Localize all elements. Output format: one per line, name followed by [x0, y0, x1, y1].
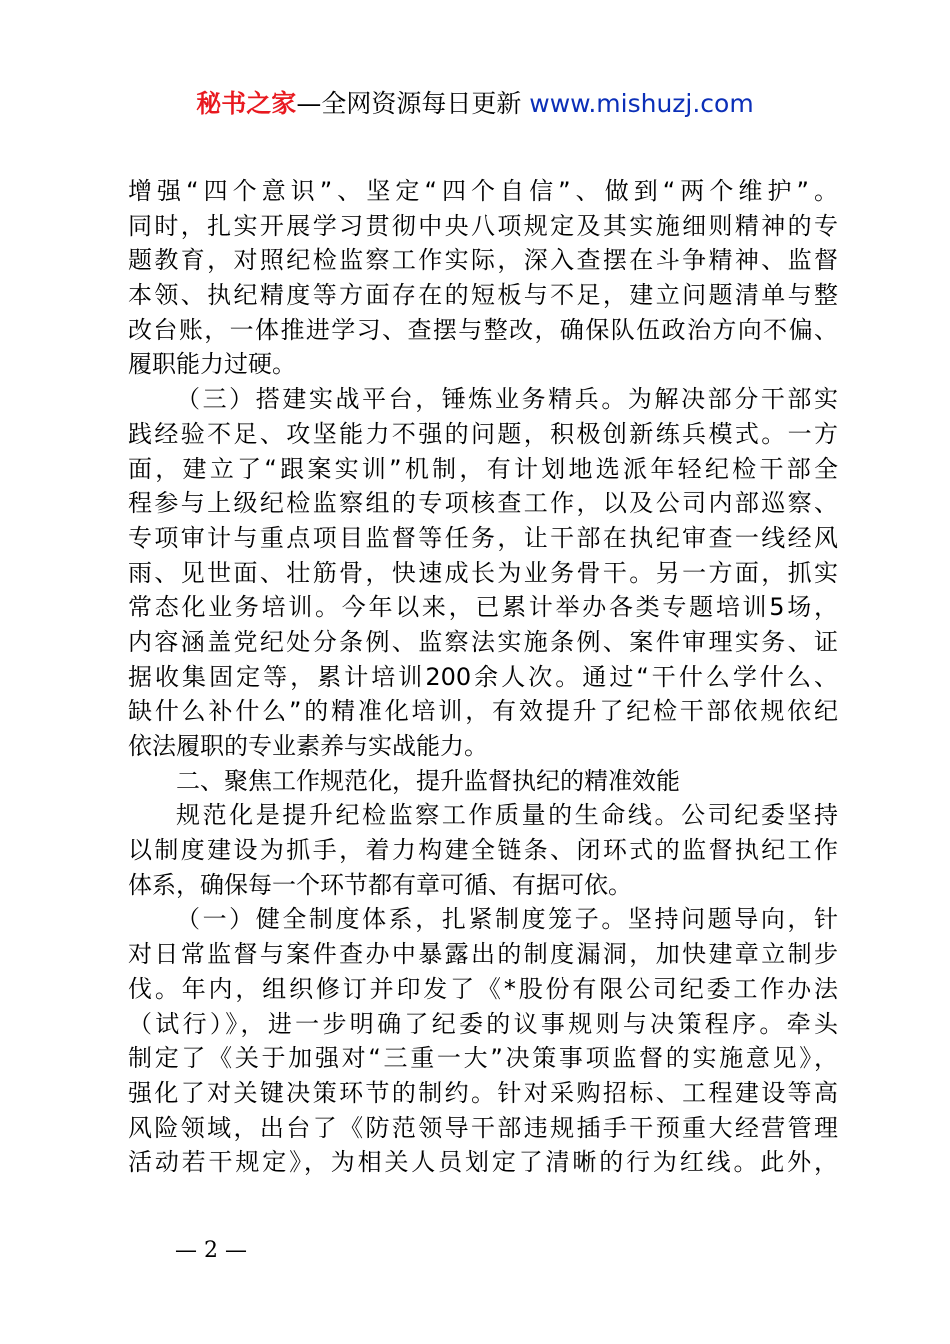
page-number: — 2 — — [175, 1238, 247, 1263]
text-line: 践经验不足、攻坚能力不强的问题，积极创新练兵模式。一方 — [128, 419, 838, 448]
site-header — [0, 86, 950, 122]
text-line: 二、聚焦工作规范化，提升监督执纪的精准效能 — [176, 766, 680, 795]
text-line: 面，建立了“跟案实训”机制，有计划地选派年轻纪检干部全 — [128, 454, 838, 483]
text-line: 据收集固定等，累计培训200余人次。通过“干什么学什么、 — [128, 662, 838, 691]
text-line: 伐。年内，组织修订并印发了《*股份有限公司纪委工作办法 — [128, 974, 838, 1003]
text-line: 制定了《关于加强对“三重一大”决策事项监督的实施意见》， — [128, 1044, 838, 1073]
text-line: 缺什么补什么”的精准化培训，有效提升了纪检干部依规依纪 — [128, 697, 838, 726]
text-line: 本领、执纪精度等方面存在的短板与不足，建立问题清单与整 — [128, 281, 838, 310]
text-line: 专项审计与重点项目监督等任务，让干部在执纪审查一线经风 — [128, 523, 838, 552]
text-line: 履职能力过硬。 — [128, 350, 296, 379]
text-line: 同时，扎实开展学习贯彻中央八项规定及其实施细则精神的专 — [128, 211, 838, 240]
text-line: 内容涵盖党纪处分条例、监察法实施条例、案件审理实务、证 — [128, 627, 838, 656]
text-line: 体系，确保每一个环节都有章可循、有据可依。 — [128, 870, 632, 899]
site-brand: 秘书之家 — [196, 89, 297, 118]
text-line: 以制度建设为抓手，着力构建全链条、闭环式的监督执纪工作 — [128, 836, 838, 865]
text-line: 雨、见世面、壮筋骨，快速成长为业务骨干。另一方面，抓实 — [128, 558, 838, 587]
text-line: 对日常监督与案件查办中暴露出的制度漏洞，加快建章立制步 — [128, 940, 838, 969]
text-line: 依法履职的专业素养与实战能力。 — [128, 732, 488, 760]
text-line: 常态化业务培训。今年以来，已累计举办各类专题培训5场， — [128, 593, 838, 622]
document-body — [128, 174, 838, 1180]
text-line: 程参与上级纪检监察组的专项核查工作，以及公司内部巡察、 — [128, 489, 838, 518]
text-line: 强化了对关键决策环节的制约。针对采购招标、工程建设等高 — [128, 1078, 838, 1107]
text-line: （一）健全制度体系，扎紧制度笼子。坚持问题导向，针 — [176, 905, 838, 934]
text-line: 改台账，一体推进学习、查摆与整改，确保队伍政治方向不偏、 — [128, 315, 838, 344]
text-line: 风险领域，出台了《防范领导干部违规插手干预重大经营管理 — [128, 1113, 838, 1142]
text-line: 增强“四个意识”、坚定“四个自信”、做到“两个维护”。 — [128, 177, 838, 205]
text-line: （三）搭建实战平台，锤炼业务精兵。为解决部分干部实 — [176, 385, 838, 414]
site-url[interactable]: www.mishuzj.com — [529, 89, 754, 118]
text-line: 规范化是提升纪检监察工作质量的生命线。公司纪委坚持 — [176, 801, 838, 830]
text-line: 活动若干规定》，为相关人员划定了清晰的行为红线。此外， — [128, 1148, 838, 1177]
site-slogan: —全网资源每日更新 — [296, 89, 522, 118]
text-line: （试行）》，进一步明确了纪委的议事规则与决策程序。牵头 — [128, 1009, 838, 1038]
text-line: 题教育，对照纪检监察工作实际，深入查摆在斗争精神、监督 — [128, 246, 838, 275]
